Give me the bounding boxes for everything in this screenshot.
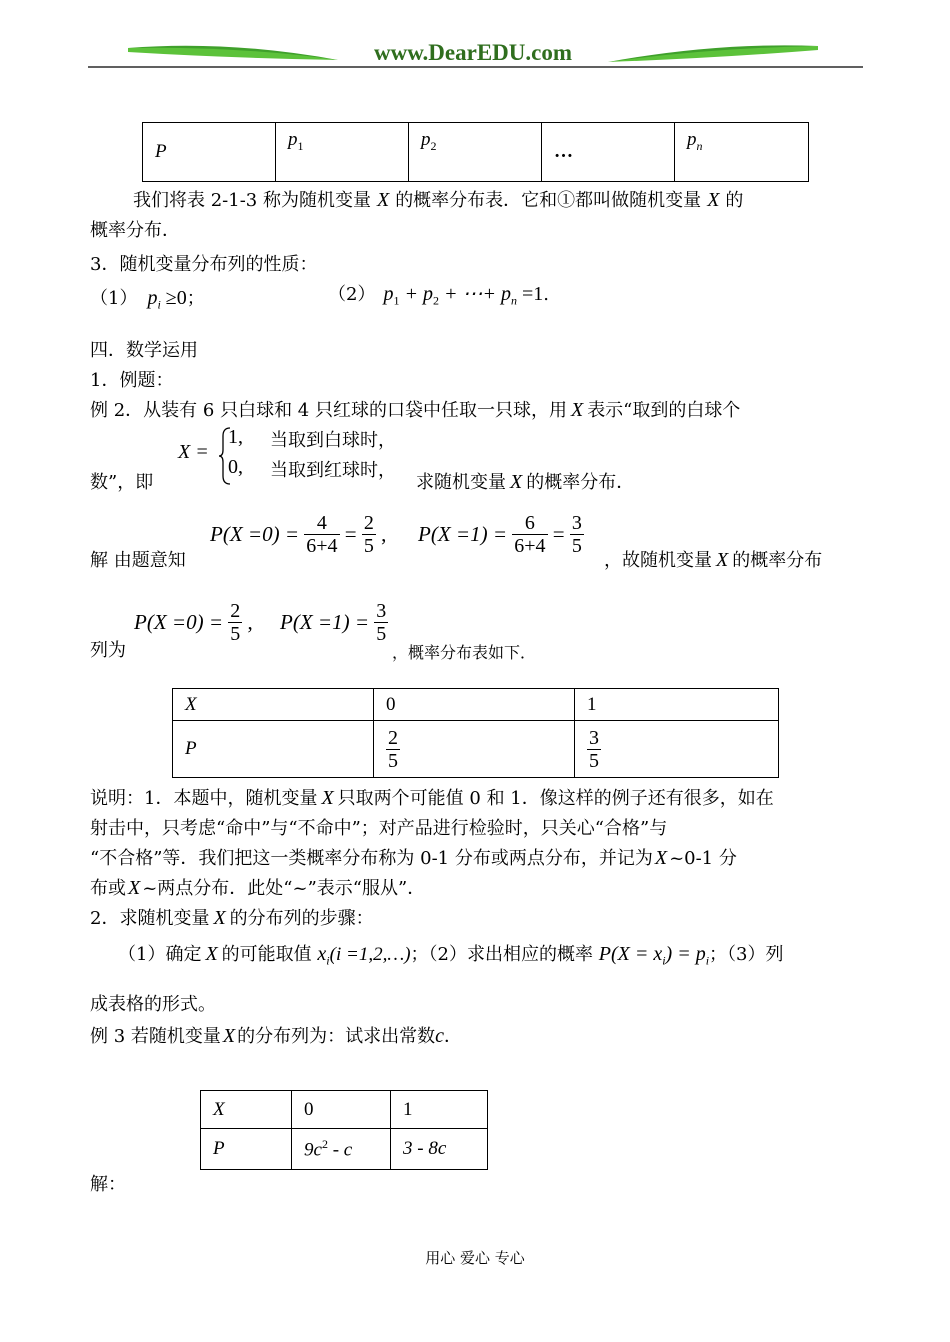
- sol2-eq4: P(X =1) = $\frac{3}{5}$: [280, 600, 387, 645]
- note-line3: “不合格”等．我们把这一类概率分布称为 0-1 分布或两点分布，并记为 X ~0-1 分: [90, 847, 737, 869]
- properties-title: 3．随机变量分布列的性质：: [90, 254, 318, 275]
- sol2-text: ，故随机变量 X 的概率分布: [604, 549, 823, 571]
- sol2-tail: ，概率分布表如下．: [392, 643, 537, 662]
- ex3-line: 例 3 若随机变量 X 的分布列为：试求出常数c．: [90, 1025, 463, 1047]
- ex2-line2a: 数”，即: [90, 472, 154, 493]
- t3-head-p: P: [201, 1129, 292, 1170]
- property-1: （1） $p_i \ge 0$；: [90, 287, 205, 312]
- site-name: www.DearEDU.com: [373, 40, 572, 65]
- sol2-eq3: P(X =0) = $\frac{2}{5}$ ,: [134, 600, 253, 645]
- distribution-table-example3: [200, 1090, 488, 1170]
- cell-p1: $p_1$: [276, 123, 409, 182]
- note-line4: 布或 X ~两点分布．此处“~”表示“服从”．: [90, 877, 426, 899]
- header-banner: [88, 38, 863, 70]
- t2-prob-0: $\frac{2}{5}$: [374, 721, 575, 778]
- t2-head-p: P: [173, 721, 374, 778]
- section4-title: 四．数学运用: [90, 340, 198, 361]
- footer-text: 用心 爱心 专心: [425, 1249, 525, 1267]
- note-line1: 说明：1．本题中，随机变量 X 只取两个可能值 0 和 1．像这样的例子还有很多，如在: [90, 787, 774, 809]
- section4-sub: 1．例题：: [90, 370, 174, 391]
- cell-pn: $p_n$: [675, 123, 809, 182]
- steps-line1: （1）确定 X 的可能取值 $x_i(i$ =1,2,…)；（2）求出相应的概率 $P(X = x_i) = p_i$；（3）列: [118, 943, 784, 968]
- t2-head-x: X: [173, 689, 374, 721]
- steps-title: 2．求随机变量 X 的分布列的步骤：: [90, 907, 374, 929]
- sol3-label: 解：: [90, 1174, 126, 1195]
- cell-dots: …: [542, 123, 675, 182]
- sol2-list: 列为: [90, 640, 126, 661]
- t3-prob-1: 3 - 8c: [391, 1129, 488, 1170]
- cell-p-label: P: [143, 123, 276, 182]
- t3-head-x: X: [201, 1091, 292, 1129]
- ex2-line2b: 求随机变量 X 的概率分布．: [416, 471, 635, 493]
- t2-prob-1: $\frac{3}{5}$: [575, 721, 779, 778]
- sol2-intro: 解 由题意知: [90, 550, 186, 571]
- sol2-eq1: P(X =0) = $\frac{4}{6+4}$ = $\frac{2}{5}$ ,: [210, 512, 387, 557]
- t3-prob-0: $9c^2$ - c: [292, 1129, 391, 1170]
- sol2-eq2: P(X =1) = $\frac{6}{6+4}$ = $\frac{3}{5}$: [418, 512, 582, 557]
- para1-line2: 概率分布．: [90, 220, 180, 241]
- para1-line1: 我们将表 2-1-3 称为随机变量 X 的概率分布表．它和①都叫做随机变量 X 的: [133, 189, 744, 211]
- cell-p2: $p_2$: [409, 123, 542, 182]
- property-2: （2） $p_1 + p_2$ + ⋯+ $p_n =1$.: [328, 283, 549, 308]
- steps-line2: 成表格的形式。: [90, 994, 216, 1015]
- t2-val-0: 0: [374, 689, 575, 721]
- t3-val-1: 1: [391, 1091, 488, 1129]
- t2-val-1: 1: [575, 689, 779, 721]
- distribution-table-example2: [172, 688, 779, 778]
- ex2-line1: 例 2．从装有 6 只白球和 4 只红球的口袋中任取一只球，用 X 表示“取到的白球个: [90, 399, 741, 421]
- t3-val-0: 0: [292, 1091, 391, 1129]
- distribution-table-general: [142, 122, 809, 182]
- note-line2: 射击中，只考虑“命中”与“不命中”；对产品进行检验时，只关心“合格”与: [90, 818, 668, 839]
